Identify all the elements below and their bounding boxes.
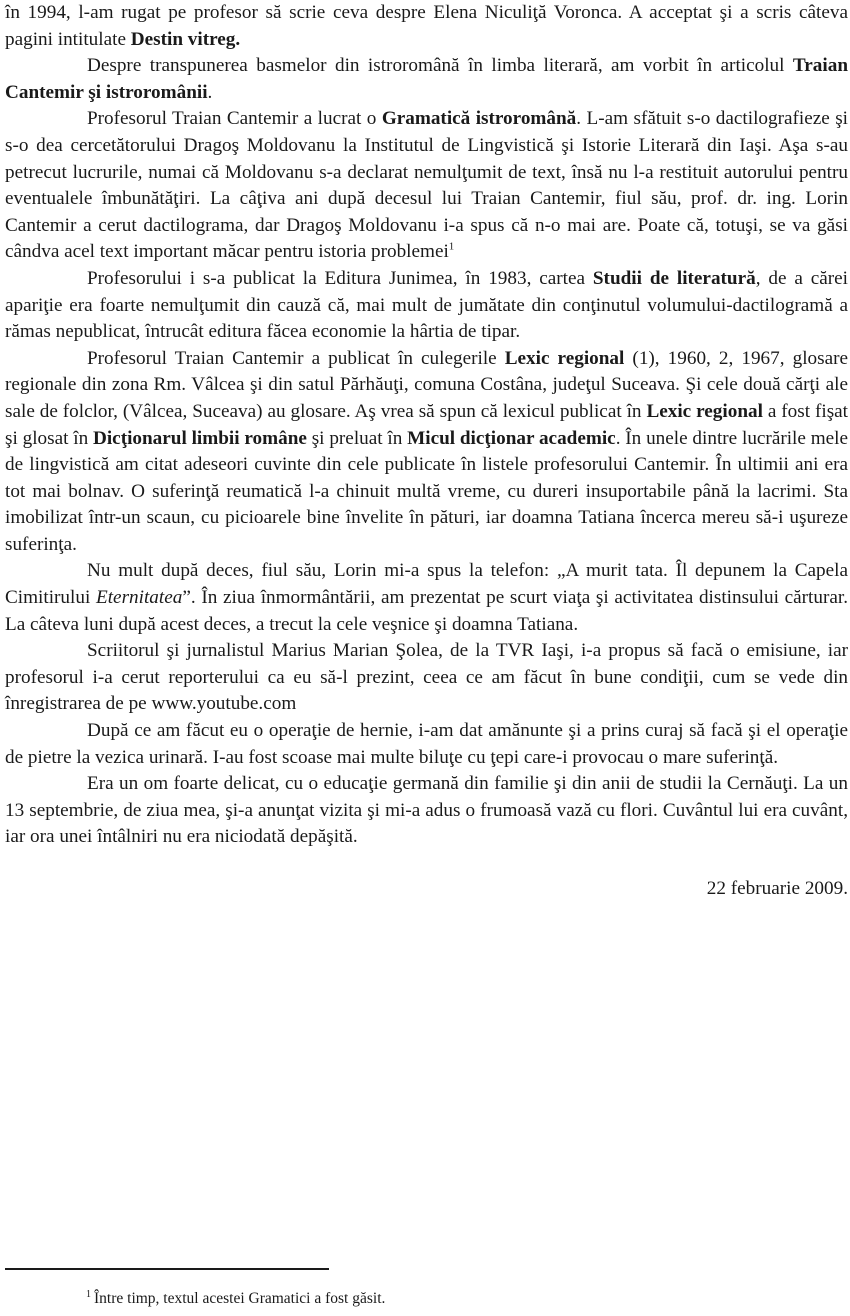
bold-title: Lexic regional [504,347,625,369]
text-run: , de a cărei apariţie era foarte nemulţumit din cauză că, mai mult de jumătate din conţinutul volumului-dactilogramă a rămas nepublicat, întrucât editura făcea economie la hârtia de tipar. [5,267,848,343]
text-run: Profesorului i s-a publicat la Editura Junimea, în 1983, cartea [87,267,593,289]
bold-title: Lexic regional [646,400,763,422]
text-run: ”. În ziua înmormântării, am prezentat pe scurt viaţa şi activitatea distinsului cărturar. La câteva luni după acest deces, a trecut la cele veşnice şi doamna Tatiana. [5,587,848,635]
text-run: (1), 1960, 2, 1967, glosare regionale din zona Rm. Vâlcea şi din satul Părhăuţi, comuna Costâna, judeţul Suceava. Şi cele două cărţi ale sale de folclor, (Vâlcea, Suceava) au glosare. Aş vrea să spun că lexicul publicat în [5,347,849,422]
text-run: Profesorul Traian Cantemir a publicat în culegerile [87,347,505,369]
paragraph [5,718,848,771]
text-run: Despre transpunerea basmelor din istroromână în limba literară, am vorbit în articolul [87,55,793,77]
bold-title: Studii de literatură [592,267,756,289]
text-run: . În unele dintre lucrările mele de lingvistică am citat adeseori cuvinte din cele publicate în listele profesorului Cantemir. În ultimii ani era tot mai bolnav. O suferinţă reumatică l-a chinuit multă vreme, cu dureri insuportabile până la lacrimi. Sta imobilizat într-un scaun, cu picioarele bine învelite în pături, iar doamna Tatiana încerca mereu să-i uşureze suferinţa. [5,427,849,555]
bold-title: Gramatică istroromână [381,108,577,130]
document-date: 22 februarie 2009. [706,878,848,899]
text-run: a fost fişat şi glosat în [5,400,849,449]
text-run: . [207,81,213,103]
italic-text: Eternitatea [96,587,183,609]
bold-title: Dicţionarul limbii române [92,427,307,449]
text-run: Profesorul Traian Cantemir a lucrat o [87,108,382,130]
text-run: şi preluat în [306,427,408,449]
text-run: în 1994, l-am rugat pe profesor să scrie ceva despre Elena Niculiţă Voronca. A acceptat şi a scris câteva pagini intitulate [5,2,848,50]
text-run: Scriitorul şi jurnalistul Marius Marian Şolea, de la TVR Iaşi, i-a propus să facă o emisiune, iar profesorul i-a cerut reporterului ca eu să-l prezint, ceea ce am făcut în bune condiţii, cum se vede din înregistrarea de pe www.youtube.com [5,640,848,715]
paragraph [5,771,848,851]
text-run: După ce am făcut eu o operaţie de hernie, i-am dat amănunte şi a prins curaj să facă şi el operaţie de pietre la vezica urinară. I-au fost scoase mai multe biluţe cu ţepi care-i provocau o mare suferinţă. [5,720,848,768]
text-run: Era un om foarte delicat, cu o educaţie germană din familie şi din anii de studii la Cernăuţi. La un 13 septembrie, de ziua mea, şi-a anunţat vizita şi mi-a adus o frumoasă vază cu flori. Cuvântul lui era cuvânt, iar ora unei întâlniri nu era niciodată depăşită. [5,773,848,848]
paragraph [5,53,848,106]
article-text [5,0,848,851]
bold-title: Destin vitreg. [130,28,241,50]
paragraph [5,558,848,638]
footnote-separator [5,1268,329,1270]
bold-title: Traian Cantemir şi istroromânii [5,55,848,103]
paragraph [5,638,848,718]
footnote-text: Între timp, textul acestei Gramatici a fost găsit. [94,1290,386,1307]
text-run: . L-am sfătuit s-o dactilografieze şi s-o dea cercetătorului Dragoş Moldovanu la Institutul de Lingvistică şi Istorie Literară din Iaşi. Aşa s-au petrecut lucrurile, numai că Moldovanu s-a declarat nemulţumit de text, însă nu l-a restituit autorului pentru eventualele îmbunătăţiri. La câţiva ani după decesul lui Traian Cantemir, fiul său, prof. dr. ing. Lorin Cantemir a cerut dactilograma, dar Dragoş Moldovanu i-a spus că n-o mai are. Poate că, totuşi, se va găsi cândva acel text important măcar pentru istoria problemei [5,108,849,263]
paragraph [5,0,848,53]
footnote-reference: 1 [448,240,455,253]
page-body [5,0,848,903]
footnote [86,1289,385,1309]
paragraph [5,106,848,266]
paragraph [5,266,848,346]
paragraph [5,346,848,559]
footnote-marker: 1 [86,1288,91,1300]
bold-title: Micul dicţionar academic [407,427,616,449]
text-run: Nu mult după deces, fiul său, Lorin mi-a spus la telefon: „A murit tata. Îl depunem la Capela Cimitirului [5,560,848,609]
